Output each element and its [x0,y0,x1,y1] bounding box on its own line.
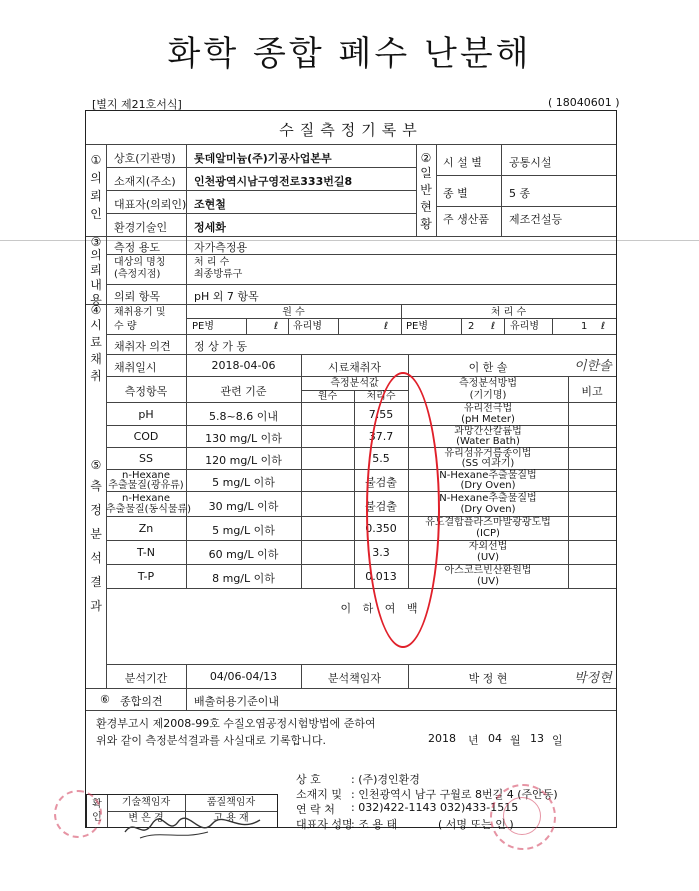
raw-pe-bottle-label: PE병 [192,321,215,332]
row-treated-value: 37.7 [368,430,394,443]
issuer-name: : (주)경인환경 [351,773,420,786]
analysis-period-value: 04/06-04/13 [209,670,278,683]
col-note-header: 비고 [581,385,603,398]
row-method-device: (pH Meter) [461,414,515,425]
analyst-signature: 박정현 [574,671,612,686]
sampling-date-label: 채취일시 [114,361,157,374]
row-method: 자외선법 [468,541,508,552]
row-method-device: (UV) [477,552,499,563]
row-method-device: (SS 여과기) [461,458,515,469]
row-standard: 8 mg/L 이하 [212,572,275,585]
tech-manager-name: 변 은 경 [128,813,164,824]
purpose-value: 자가측정용 [194,241,248,254]
environment-engineer-value: 정세화 [194,221,226,234]
row-treated-value: 0.350 [365,522,397,535]
row-method-device: (Dry Oven) [460,504,516,515]
address-value: 인천광역시남구영전로333번길8 [194,175,353,188]
target-label: 대상의 명칭 [114,257,166,268]
sampling-date-value: 2018-04-06 [211,359,276,372]
form-title: 수질측정기록부 [279,121,423,139]
blank-below-note: 이 하 여 백 [340,602,422,615]
section2-number: ② [420,151,432,165]
kind-label: 종 별 [443,187,468,200]
analyst-value: 박 정 현 [468,672,508,685]
container-label: 채취용기 및 [114,307,166,318]
record-form [85,110,617,831]
official-seal-inner [503,797,541,835]
kind-value: 5 종 [509,187,531,200]
col-method-subheader: (기기명) [469,390,507,401]
section5-number: ⑤ [90,458,102,472]
overall-opinion-value: 배출허용기준이내 [194,695,280,708]
issuer-name-label: 상 호 [296,773,321,786]
analysis-period-label: 분석기간 [124,672,168,685]
product-value: 제조건설등 [509,213,563,226]
section3-number: ③ [90,235,102,249]
col-raw-header: 원수 [317,391,338,402]
col-item-header: 측정항목 [124,385,168,398]
row-item: COD [133,430,159,443]
row-method: 유도결합플라즈마발광광도법 [425,517,551,528]
date-year-unit: 년 [468,734,479,747]
row-treated-value: 3.3 [372,546,390,559]
confirm-label: 확 인 [92,799,102,823]
issuer-phone: : 032)422-1143 032)433-1515 [351,801,519,814]
section1-side-label: 의뢰인 [90,171,102,221]
row-item: Zn [138,522,154,535]
raw-pe-unit: ℓ [274,321,279,332]
raw-glass-bottle-label: 유리병 [293,321,322,332]
analyst-label: 분석책임자 [327,672,382,685]
purpose-label: 측정 용도 [114,241,161,254]
company-label: 상호(기관명) [114,152,176,165]
treated-glass-unit: ℓ [601,321,606,332]
row-method: 과망간산칼륨법 [454,426,522,437]
row-standard: 120 mg/L 이하 [205,454,282,467]
row-method-device: (UV) [477,576,499,587]
representative-value: 조현철 [194,198,226,211]
section4-number: ④ [90,303,102,317]
issuer-address-label: 소재지 및 [296,788,343,801]
issuer-ceo-label: 대표자 성명 [296,818,353,831]
declaration-line2: 위와 같이 측정분석결과를 사실대로 기록합니다. [96,734,327,747]
row-treated-value: 불검출 [365,476,397,489]
collector-opinion-label: 채취자 의견 [114,340,171,353]
page-heading: 화학 종합 폐수 난분해 [167,34,532,74]
row-method-device: (ICP) [476,528,500,539]
quality-manager-label: 품질책임자 [206,797,256,808]
row-item: n-Hexane [122,493,170,504]
issuer-signature-note: ( 서명 또는 인 ) [438,818,514,831]
row-method: 유리전극법 [463,403,513,414]
row-method: 유리섬유거름종이법 [444,448,532,459]
row-treated-value: 7.55 [368,408,394,421]
row-standard: 130 mg/L 이하 [205,432,282,445]
row-standard: 60 mg/L 이하 [208,548,279,561]
facility-value: 공통시설 [509,156,552,169]
overall-opinion-label: 종합의견 [120,695,163,708]
row-item: n-Hexane [122,470,170,481]
target-point: 최종방류구 [194,269,243,280]
section2-side-label: 일반현황 [420,166,432,231]
date-day-unit: 일 [552,734,563,747]
collector-opinion-value: 정 상 가 동 [194,340,247,353]
treated-glass-quantity: 1 [581,321,588,332]
address-label: 소재지(주소) [114,175,176,188]
row-treated-value: 불검출 [365,500,397,513]
target-value: 처 리 수 [194,257,230,268]
row-item: T-N [137,546,155,559]
issuer-ceo: : 조 용 태 [351,818,398,831]
raw-glass-unit: ℓ [384,321,389,332]
date-month: 04 [488,732,502,745]
approval-seal [54,790,102,838]
treated-pe-unit: ℓ [491,321,496,332]
company-value: 롯데알미늄(주)기공사업본부 [194,152,332,165]
highlight-oval [366,372,440,648]
quality-manager-name: 고 용 재 [213,813,249,824]
row-item: T-P [137,570,155,583]
row-method: N-Hexane추출물질법 [439,493,537,504]
product-label: 주 생산품 [443,213,490,226]
date-year: 2018 [428,732,456,745]
row-method: 아스코르빈산환원법 [444,565,532,576]
requested-items-label: 의뢰 항목 [114,290,161,303]
declaration-line1: 환경부고시 제2008-99호 수질오염공정시험방법에 준하여 [96,717,376,730]
treated-pe-bottle-label: PE병 [406,321,429,332]
row-standard: 5 mg/L 이하 [212,476,275,489]
section5-side-label: 측정분석결과 [90,479,102,613]
tech-manager-label: 기술책임자 [121,797,171,808]
facility-label: 시 설 별 [443,156,482,169]
row-item-sub: 추출물질(동식물류) [106,504,192,515]
treated-glass-bottle-label: 유리병 [510,321,539,332]
treated-pe-quantity: 2 [468,321,475,332]
issuer-address: : 인천광역시 남구 구월로 8번길 4 (주안동) [351,788,558,801]
row-method: N-Hexane추출물질법 [439,470,537,481]
col-method-header: 측정분석방법 [459,378,517,389]
section1-number: ① [90,153,102,167]
quantity-label: 수 량 [114,321,137,332]
row-item: SS [139,452,153,465]
row-method-device: (Dry Oven) [460,480,516,491]
handwritten-scribble [120,810,270,844]
row-item-sub: 추출물질(광유류) [108,480,184,491]
sampler-signature: 이한솔 [574,359,612,374]
sampler-label: 시료채취자 [327,361,382,374]
sampler-value: 이 한 솔 [468,361,508,374]
row-method-device: (Water Bath) [456,436,520,447]
section3-side-label: 의뢰내용 [90,248,102,307]
issuer-phone-label: 연 락 처 [296,803,335,816]
representative-label: 대표자(의뢰인) [114,198,187,211]
requested-items-value: pH 외 7 항목 [194,290,259,303]
col-standard-header: 관련 기준 [220,385,267,398]
treated-water-header: 처 리 수 [490,307,527,318]
target-label-sub: (측정지점) [114,269,161,280]
row-treated-value: 0.013 [365,570,397,583]
raw-water-header: 원 수 [282,307,305,318]
date-month-unit: 월 [510,734,521,747]
form-number: [별지 제21호서식] [92,98,182,111]
col-value-header: 측정분석값 [330,378,379,389]
section6-number: ⑥ [100,693,110,706]
row-standard: 5 mg/L 이하 [212,524,275,537]
row-item: pH [138,408,154,421]
section4-side-label: 시료채취 [90,318,102,383]
environment-engineer-label: 환경기술인 [114,221,168,234]
row-treated-value: 5.5 [372,452,390,465]
row-standard: 5.8~8.6 이내 [209,410,278,423]
date-day: 13 [530,732,544,745]
col-treated-header: 처리수 [366,391,396,402]
row-standard: 30 mg/L 이하 [208,500,279,513]
document-number: ( 18040601 ) [548,96,620,109]
